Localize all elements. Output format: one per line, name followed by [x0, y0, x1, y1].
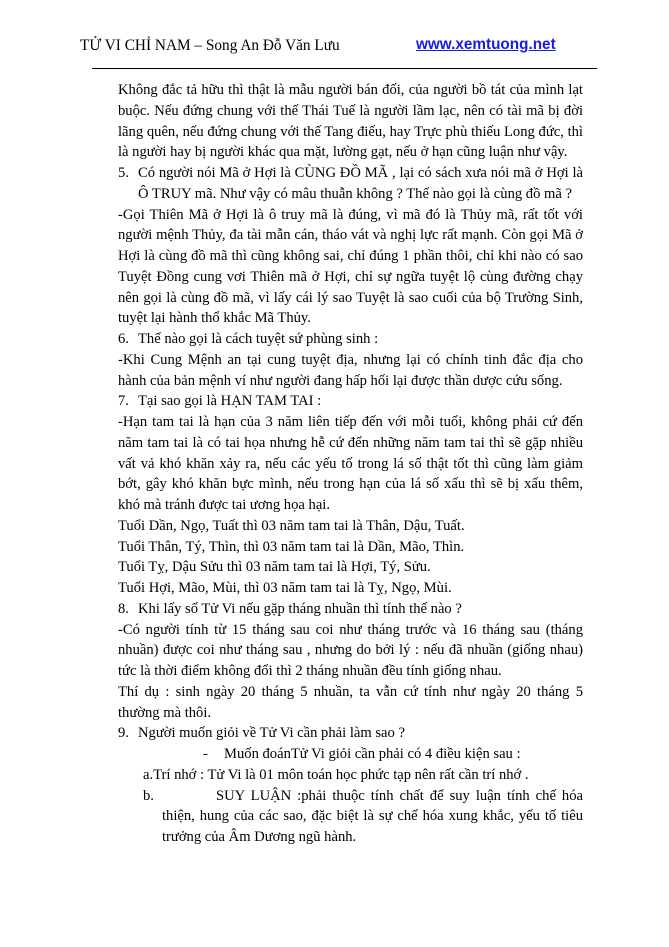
question-5	[118, 163, 583, 205]
header-title: TỬ VI CHỈ NAM – Song An Đỗ Văn Lưu	[80, 37, 340, 54]
condition-a: a.Trí nhớ : Tử Vi là 01 môn toán học phức tạp nên rất cần trí nhớ .	[143, 766, 529, 783]
website-link[interactable]: www.xemtuong.net	[416, 36, 556, 53]
tam-tai-line: Tuổi Dần, Ngọ, Tuất thì 03 năm tam tai là Thân, Dậu, Tuất.	[118, 517, 465, 534]
bullet-marker: -	[203, 746, 208, 762]
tam-tai-line: Tuổi Tỵ, Dậu Sửu thì 03 năm tam tai là Hợi, Tý, Sửu.	[118, 559, 431, 576]
question-7	[118, 391, 583, 412]
question-number: 7.	[118, 393, 129, 410]
answer-5: -Gọi Thiên Mã ở Hợi là ô truy mã là đúng, vì mã đó là Thủy mã, rất tốt với người mệnh Thủy, đa tài mẫn cán, tháo vát và nghị lực rất mạnh. Còn gọi Mã ở Hợi là cùng đồ mã thì cũng không sai, chỉ đúng 1 phần thôi, chỉ khi nào có sao Tuyệt Đồng cung vơi Thiên mã ở Hợi, chỉ sự ngữa tuyệt lộ cùng đường chạy nên gọi là cùng đồ mã, vì lấy cái lý sao Tuyệt là sao cuối của bộ Trường Sinh, tuyệt lại hành thổ khắc Mã Thủy.	[118, 206, 583, 327]
tam-tai-line: Tuổi Hợi, Mão, Mùi, thì 03 năm tam tai là Tỵ, Ngọ, Mùi.	[118, 580, 452, 596]
document-body	[118, 80, 583, 848]
question-text: Có người nói Mã ở Hợi là CÙNG ĐỒ MÃ , lại có sách xưa nói mã ở Hợi là Ô TRUY mã. Như vậy có mâu thuẫn không ? Thế nào gọi là cùng đồ mã ?	[138, 165, 583, 202]
question-text: Tại sao gọi là HẠN TAM TAI :	[138, 393, 322, 410]
tam-tai-line: Tuổi Thân, Tý, Thìn, thì 03 năm tam tai là Dần, Mão, Thìn.	[118, 538, 465, 555]
answer-6: -Khi Cung Mệnh an tại cung tuyệt địa, nhưng lại có chính tinh đắc địa cho hành của bản mệnh ví như người đang hấp hối lại được thần dược cứu sống.	[118, 351, 583, 389]
question-text: Khi lấy số Tử Vi nếu gặp tháng nhuần thì tính thế nào ?	[138, 600, 462, 617]
condition-b	[118, 786, 583, 848]
condition-label: b.	[143, 787, 154, 804]
question-6	[118, 329, 583, 350]
question-text: Thế nào gọi là cách tuyệt sứ phùng sinh :	[138, 331, 379, 347]
question-9	[118, 723, 583, 744]
question-number: 5.	[118, 165, 129, 181]
question-number: 9.	[118, 725, 129, 742]
header-divider	[92, 68, 597, 69]
answer-9-bullet	[118, 744, 583, 765]
intro-paragraph: Không đắc tả hữu thì thật là mẫu người bán đối, của người bồ tát của mình lạt buộc. Nếu đứng chung với thế Thái Tuế là người lầm lạc, nên có tài mã bị đời lãng quên, nếu đứng chung với thế Tang điếu, hay Trực phù thiếu Long đức, thì là người hay bị người khác qua mặt, lường gạt, nếu ở hạn cũng luận như vậy.	[118, 82, 583, 161]
question-8	[118, 599, 583, 620]
question-number: 8.	[118, 600, 129, 617]
answer-7: -Hạn tam tai là hạn của 3 năm liên tiếp đến với mỗi tuổi, không phải cứ đến năm tam tai là có tai họa nhưng hễ cứ đến những năm tam tai thì sẽ gặp nhiều vất vả khó khăn xảy ra, nếu các yếu tố trong lá số thật tốt thì cũng làm giảm bớt, gây khó khăn bực mình, nếu trong hạn của lá số xấu thì sẽ bị xấu thêm, khó mà tránh được tai ương họa hại.	[118, 414, 583, 513]
answer-8: -Có người tính từ 15 tháng sau coi như tháng trước và 16 tháng sau (tháng nhuần) được coi như tháng sau , nhưng do bởi lý : nếu đã nhuần (giống nhau) tức là thời điểm không đổi thì 2 tháng nhuần đều tính giống nhau.	[118, 621, 583, 679]
condition-text: SUY LUẬN :phải thuộc tính chất để suy luận tính chế hóa thiện, hung của các sao, đặc biệt là sự chế hóa xung khắc, yếu tố tiêu trưởng của Âm Dương ngũ hành.	[162, 787, 583, 845]
bullet-text: Muốn đoánTử Vi giỏi cần phải có 4 điều kiện sau :	[224, 746, 521, 762]
answer-8-example: Thí dụ : sinh ngày 20 tháng 5 nhuần, ta vẫn cứ tính như ngày 20 tháng 5 thường mà thôi.	[118, 683, 583, 721]
question-text: Người muốn giỏi về Tử Vi cần phải làm sao ?	[138, 725, 405, 742]
question-number: 6.	[118, 331, 129, 347]
